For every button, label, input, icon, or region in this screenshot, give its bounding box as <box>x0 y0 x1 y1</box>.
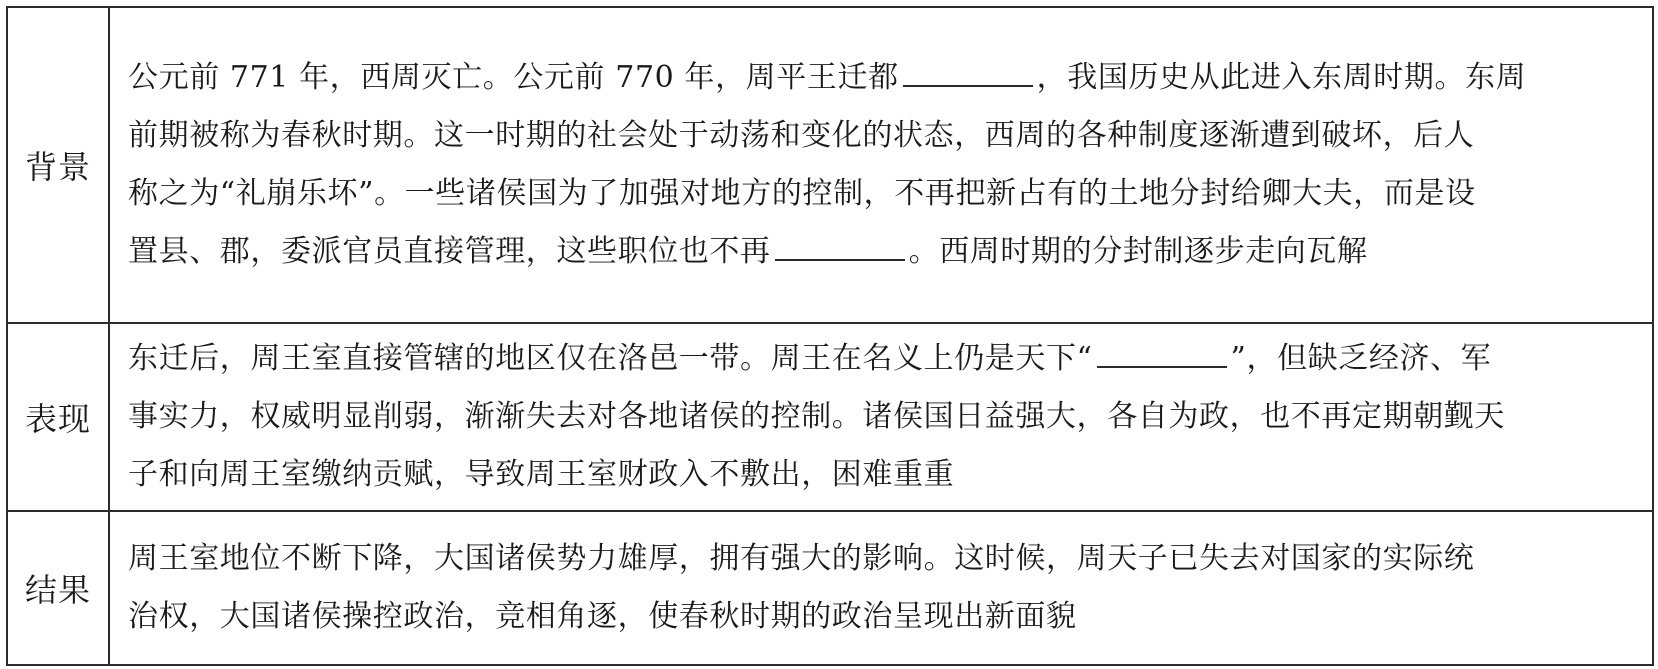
text-segment: 。西周时期的分封制逐步走向瓦解 <box>908 234 1368 269</box>
row-content-background <box>109 7 1653 323</box>
text-line <box>128 588 1628 646</box>
history-table <box>6 6 1654 666</box>
text-segment: 子和向周王室缴纳贡赋，导致周王室财政入不敷出，困难重重 <box>128 457 955 492</box>
text-segment: 前期被称为春秋时期。这一时期的社会处于动荡和变化的状态，西周的各种制度逐渐遭到破坏，后人 <box>128 118 1475 153</box>
text-line <box>128 388 1628 446</box>
row-label-background: 背景 <box>7 7 109 323</box>
fill-blank[interactable] <box>775 258 905 261</box>
text-line <box>128 330 1628 388</box>
text-segment: ”，但缺乏经济、军 <box>1230 341 1492 376</box>
text-line <box>128 49 1628 107</box>
row-label-result: 结果 <box>7 511 109 665</box>
fill-blank[interactable] <box>1097 365 1227 368</box>
text-segment: 公元前 771 年，西周灭亡。公元前 770 年，周平王迁都 <box>128 60 899 95</box>
text-segment: 东迁后，周王室直接管辖的地区仅在洛邑一带。周王在名义上仍是天下“ <box>128 341 1093 376</box>
text-line <box>128 223 1628 281</box>
row-label-manifestation: 表现 <box>7 323 109 511</box>
text-line <box>128 446 1628 504</box>
text-line <box>128 165 1628 223</box>
text-segment: 置县、郡，委派官员直接管理，这些职位也不再 <box>128 234 771 269</box>
text-segment: 事实力，权威明显削弱，渐渐失去对各地诸侯的控制。诸侯国日益强大，各自为政，也不再定期朝觐天 <box>128 399 1505 434</box>
text-segment: 周王室地位不断下降，大国诸侯势力雄厚，拥有强大的影响。这时候，周天子已失去对国家的实际统 <box>128 541 1475 576</box>
text-segment: 称之为“礼崩乐坏”。一些诸侯国为了加强对地方的控制，不再把新占有的土地分封给卿大夫，而是设 <box>128 176 1476 211</box>
table-row-background <box>7 7 1653 323</box>
table-row-result <box>7 511 1653 665</box>
table-row-manifestation <box>7 323 1653 511</box>
text-line <box>128 530 1628 588</box>
text-segment: ，我国历史从此进入东周时期。东周 <box>1036 60 1527 95</box>
row-content-result <box>109 511 1653 665</box>
text-segment: 治权，大国诸侯操控政治，竞相角逐，使春秋时期的政治呈现出新面貌 <box>128 599 1077 634</box>
text-line <box>128 107 1628 165</box>
fill-blank[interactable] <box>903 84 1033 87</box>
row-content-manifestation <box>109 323 1653 511</box>
